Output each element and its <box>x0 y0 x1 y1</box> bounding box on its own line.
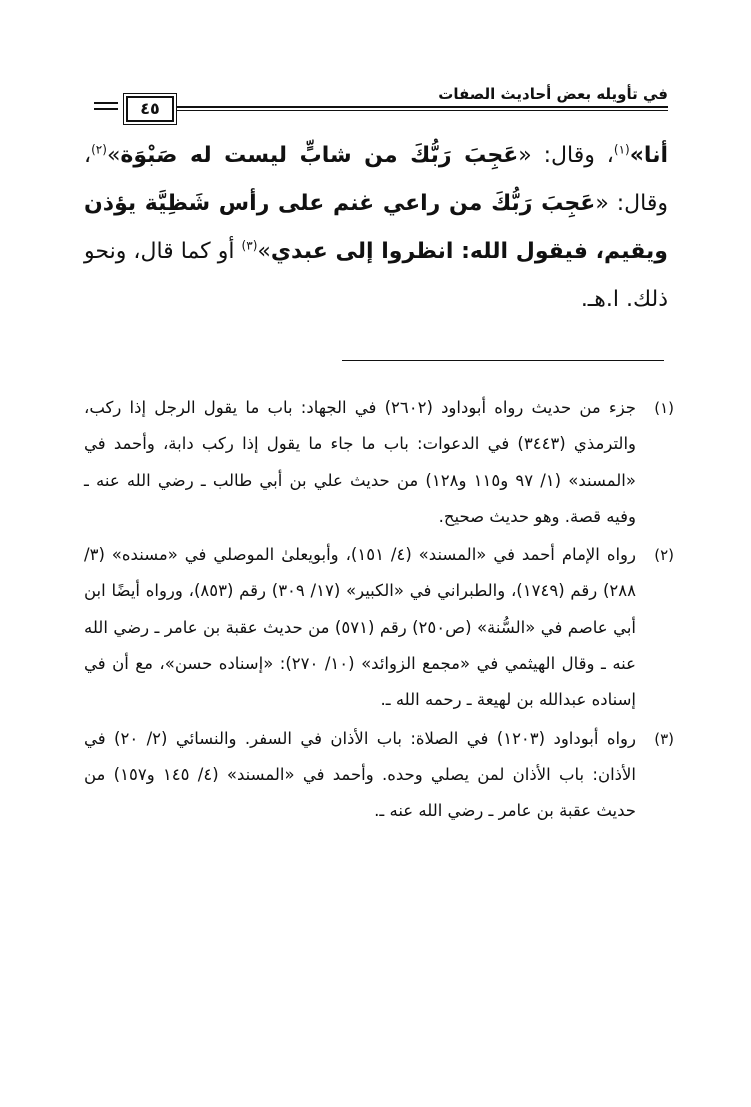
footnote-text: جزء من حديث رواه أبوداود (٢٦٠٢) في الجهاد: باب ما يقول الرجل إذا ركب، والترمذي (٣٤٤٣) في الدعوات: باب ما جاء ما يقول إذا ركب دابة، وأحمد في «المسند» (١/ ٩٧ و١١٥ و١٢٨) من حديث علي بن أبي طالب ـ رضي الله عنه ـ وفيه قصة. وهو حديث صحيح. <box>84 398 637 526</box>
body-text: أو كما قال، ونحو ذلك. ا.هـ. <box>84 239 668 312</box>
footnote-number: (٢) <box>654 546 674 565</box>
hadith-text: عَجِبَ رَبُّكَ من شابٍّ ليست له صَبْوَة <box>120 143 519 168</box>
body-text: » <box>106 143 121 168</box>
footnote-text: رواه أبوداود (١٢٠٣) في الصلاة: باب الأذان في السفر. والنسائي (٢/ ٢٠) في الأذان: باب الأذان لمن يصلي وحده. وأحمد في «المسند» (٤/ ١٤٥ و١٥٧) من حديث عقبة بن عامر ـ رضي الله عنه ـ. <box>84 728 636 821</box>
footnote-reference: (٣) <box>241 238 258 253</box>
header-rule-thin <box>176 110 668 111</box>
footnote <box>84 537 674 718</box>
page-header <box>88 80 668 120</box>
header-rule <box>176 106 668 108</box>
footnote-number: (١) <box>654 399 674 417</box>
footnote-number: (٣) <box>654 729 674 748</box>
footnote-reference: (١) <box>613 142 630 157</box>
footnote-separator <box>342 360 664 361</box>
footnote-reference: (٢) <box>91 142 107 157</box>
running-title: في تأويله بعض أحاديث الصفات <box>438 85 668 103</box>
main-text <box>84 132 668 324</box>
body-text: ، وقال: « <box>84 143 668 216</box>
body-text: ، وقال: « <box>518 143 614 168</box>
footnote <box>84 390 674 535</box>
hadith-text: أنا» <box>629 143 668 168</box>
hadith-text: عَجِبَ رَبُّكَ من راعي غنم على رأس شَظِيَّة يؤذن ويقيم، فيقول الله: انظروا إلى عبدي <box>84 191 668 264</box>
footnote-text: رواه الإمام أحمد في «المسند» (٤/ ١٥١)، وأبويعلىٰ الموصلي في «مسنده» (٣/ ٢٨٨) رقم (١٧٤٩)، والطبراني في «الكبير» (١٧/ ٣٠٩) رقم (٨٥٣)، ورواه أيضًا ابن أبي عاصم في «السُّنة» (ص٢٥٠) رقم (٥٧١) من حديث عقبة بن عامر ـ رضي الله عنه ـ وقال الهيثمي في «مجمع الزوائد» (١٠/ ٢٧٠): «إسناده حسن»، مع أن في إسناده عبدالله بن لهيعة ـ رحمه الله ـ. <box>84 545 637 710</box>
main-paragraph <box>84 132 668 324</box>
body-text: » <box>257 239 271 264</box>
footnote <box>84 721 674 830</box>
header-ornament <box>94 102 118 114</box>
page-number: ٤٥ <box>126 96 174 122</box>
footnotes <box>84 390 674 830</box>
